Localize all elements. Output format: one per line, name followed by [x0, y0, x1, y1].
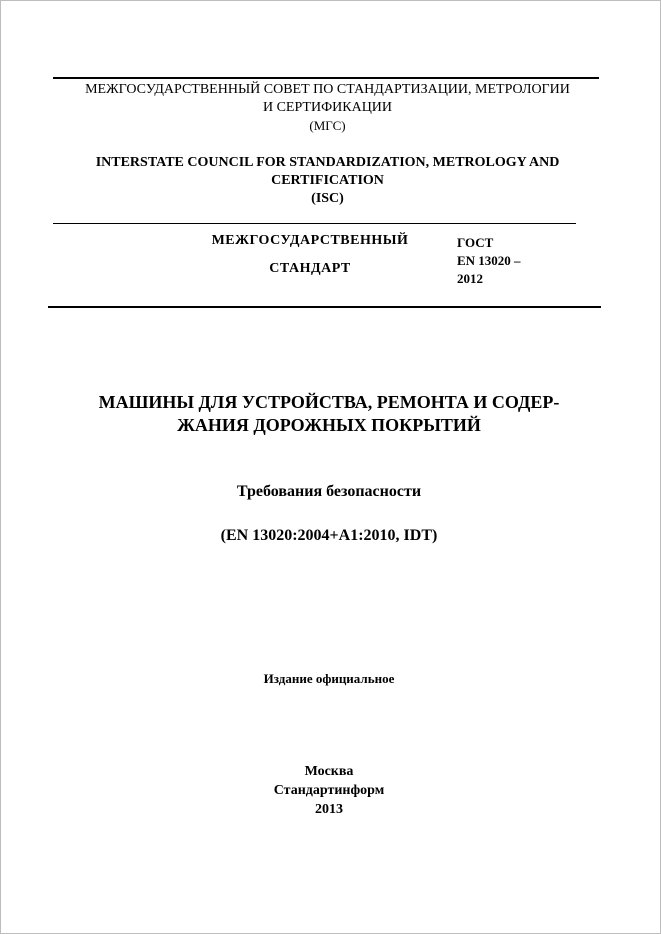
council-english	[40, 154, 615, 208]
document-title	[40, 391, 618, 437]
council-ru-abbr: (МГС)	[309, 118, 346, 133]
standard-kind-line2: СТАНДАРТ	[269, 261, 351, 276]
standard-code-line1: ГОСТ	[457, 235, 494, 250]
council-en-abbr: (ISC)	[311, 191, 344, 206]
imprint-year: 2013	[315, 802, 343, 817]
council-russian	[40, 81, 615, 135]
council-ru-line1: МЕЖГОСУДАРСТВЕННЫЙ СОВЕТ ПО СТАНДАРТИЗАЦИИ, МЕТРОЛОГИИ	[85, 82, 570, 97]
imprint-city: Москва	[304, 764, 354, 779]
document-title-line1: МАШИНЫ ДЛЯ УСТРОЙСТВА, РЕМОНТА И СОДЕР-	[98, 392, 560, 412]
council-en-line1: INTERSTATE COUNCIL FOR STANDARDIZATION, METROLOGY AND	[95, 155, 560, 170]
top-rule	[53, 77, 599, 79]
document-title-line2: ЖАНИЯ ДОРОЖНЫХ ПОКРЫТИЙ	[177, 415, 481, 435]
standard-code-line3: 2012	[457, 271, 483, 286]
imprint	[40, 762, 618, 819]
council-en-line2: CERTIFICATION	[271, 173, 384, 188]
document-subtitle: Требования безопасности	[236, 483, 422, 500]
standard-code	[457, 234, 521, 288]
bottom-rule	[48, 306, 601, 308]
edition-label: Издание официальное	[263, 671, 395, 686]
middle-rule	[53, 223, 576, 224]
standard-code-line2: EN 13020 –	[457, 253, 521, 268]
standard-kind-line1: МЕЖГОСУДАРСТВЕННЫЙ	[211, 233, 409, 248]
equivalence-note: (EN 13020:2004+A1:2010, IDT)	[220, 527, 438, 544]
imprint-publisher: Стандартинформ	[273, 783, 385, 798]
council-ru-line2: И СЕРТИФИКАЦИИ	[262, 100, 393, 115]
